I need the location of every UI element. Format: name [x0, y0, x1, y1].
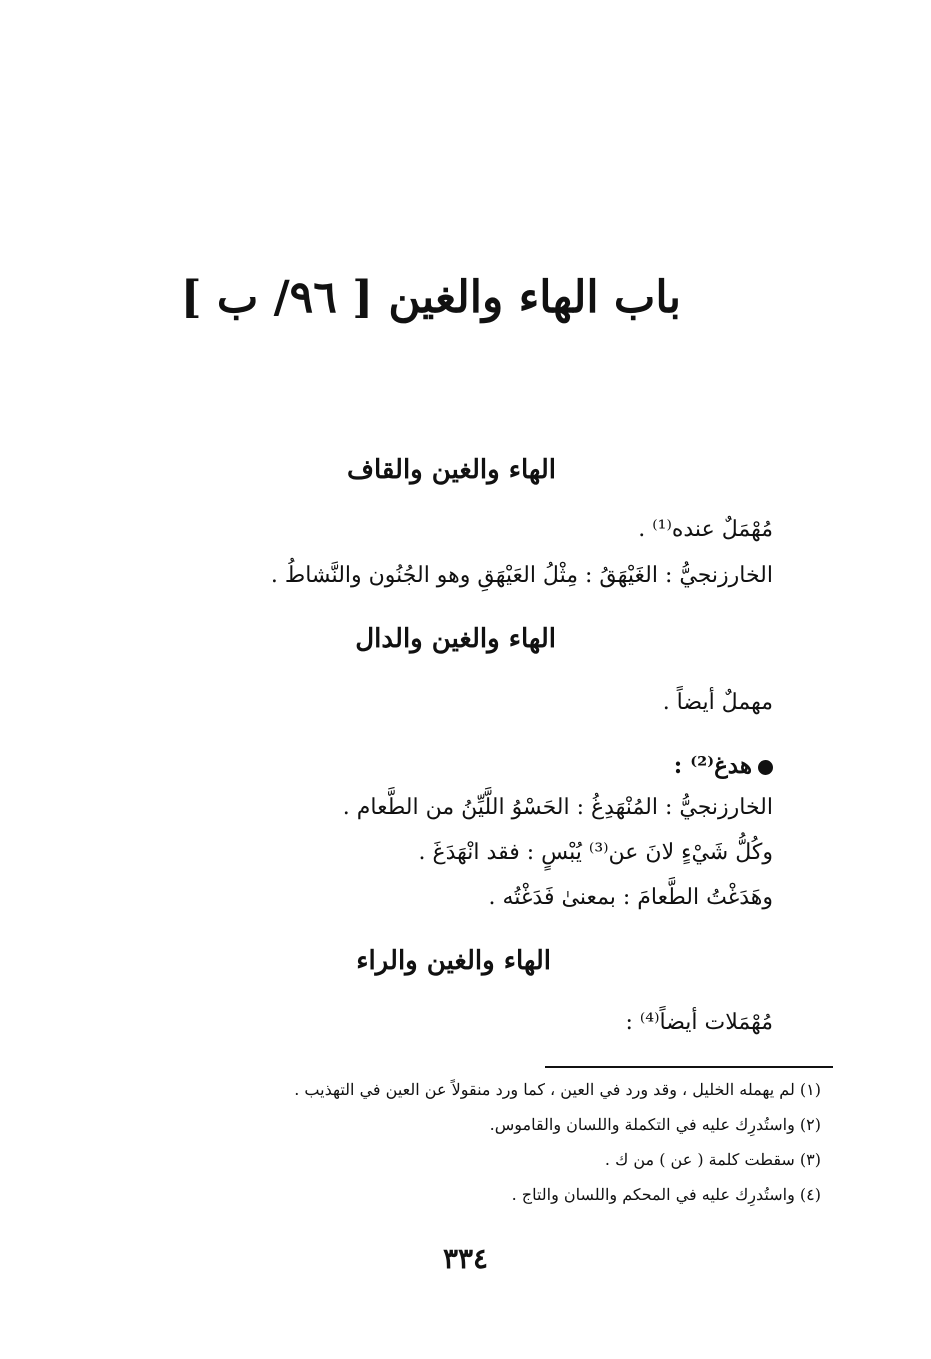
bullet-icon	[758, 760, 773, 775]
footnote: (١) لم يهمله الخليل ، وقد ورد في العين ، كما ورد منقولاً عن العين في التهذيب .	[294, 1080, 821, 1099]
entry-headword	[674, 752, 773, 779]
chapter-title: باب الهاء والغين [ ٩٦/ ب ]	[180, 272, 681, 323]
section-heading-qaf: الهاء والغين والقاف	[347, 455, 556, 485]
page-number: ٣٣٤	[442, 1242, 489, 1275]
footnote: (٢) واستُدرِك عليه في التكملة واللسان والقاموس.	[489, 1115, 821, 1134]
body-line: الخارزنجيُّ : الغَيْهَقُ : مِثْلُ العَيْهَقِ وهو الجُنُون والنَّشاطُ .	[270, 563, 773, 588]
body-line: الخارزنجيُّ : المُنْهَدِغُ : الحَسْوُ اللَّيِّنُ من الطَّعام .	[342, 795, 773, 820]
body-line: مُهْمَلٌ عنده⁽¹⁾ .	[638, 517, 773, 542]
entry-label: هدغ⁽²⁾ :	[673, 752, 752, 779]
footnote-divider	[545, 1066, 833, 1068]
footnote: (٣) سقطت كلمة ( عن ) من ك .	[604, 1150, 821, 1169]
body-line: مهملٌ أيضاً .	[662, 690, 773, 715]
section-heading-ra: الهاء والغين والراء	[356, 946, 551, 976]
body-line: وكُلُّ شَيْءٍ لانَ عن⁽³⁾ يُبْسٍ : فقد انْهَدَغَ .	[418, 840, 773, 865]
body-line: وهَدَغْتُ الطَّعامَ : بمعنىٰ فَدَغْتُه .	[488, 885, 773, 910]
body-line: مُهْمَلات أيضاً⁽⁴⁾ :	[625, 1010, 773, 1035]
footnote: (٤) واستُدرِك عليه في المحكم واللسان والتاج .	[511, 1185, 821, 1204]
section-heading-dal: الهاء والغين والدال	[355, 624, 556, 654]
